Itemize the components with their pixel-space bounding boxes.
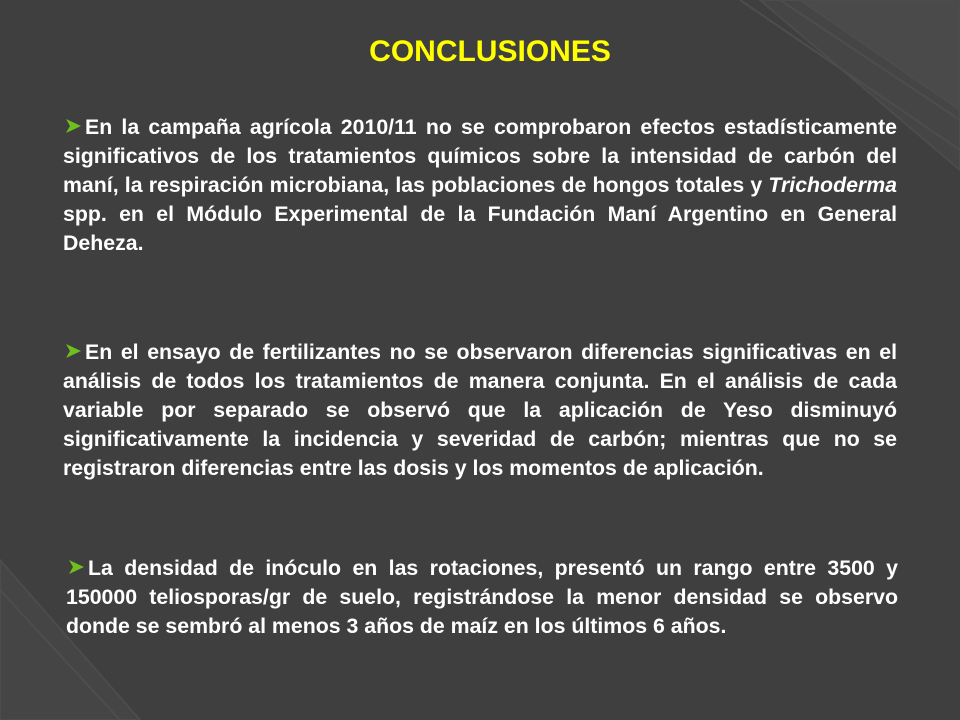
green-arrow-icon	[63, 117, 85, 135]
green-arrow-icon	[63, 342, 85, 360]
bullet-item-3	[66, 554, 898, 641]
bullet-text: En el ensayo de fertilizantes no se observaron diferencias significativas en el análisis de todos los tratamientos de manera conjunta. En el análisis de cada variable por separado se observó que la aplicación de Yeso disminuyó significativamente la incidencia y severidad de carbón; mientras que no se registraron diferencias entre las dosis y los momentos de aplicación.	[63, 340, 897, 480]
bullet-text-continued: spp. en el Módulo Experimental de la Fundación Maní Argentino en General Deheza.	[63, 201, 897, 255]
bullet-text: En la campaña agrícola 2010/11 no se comprobaron efectos estadísticamente significativos de los tratamientos químicos sobre la intensidad de carbón del maní, la respiración microbiana, las poblaciones de hongos totales y	[63, 115, 897, 197]
bullet-item-1	[63, 113, 897, 258]
bullet-text: La densidad de inóculo en las rotaciones, presentó un rango entre 3500 y 150000 teliosporas/gr de suelo, registrándose la menor densidad se observo donde se sembró al menos 3 años de maíz en los últimos 6 años.	[66, 556, 898, 638]
bullet-item-2	[63, 338, 897, 483]
bullet-italic-text: Trichoderma	[768, 172, 897, 197]
green-arrow-icon	[66, 558, 88, 576]
slide-title: CONCLUSIONES	[369, 35, 611, 68]
